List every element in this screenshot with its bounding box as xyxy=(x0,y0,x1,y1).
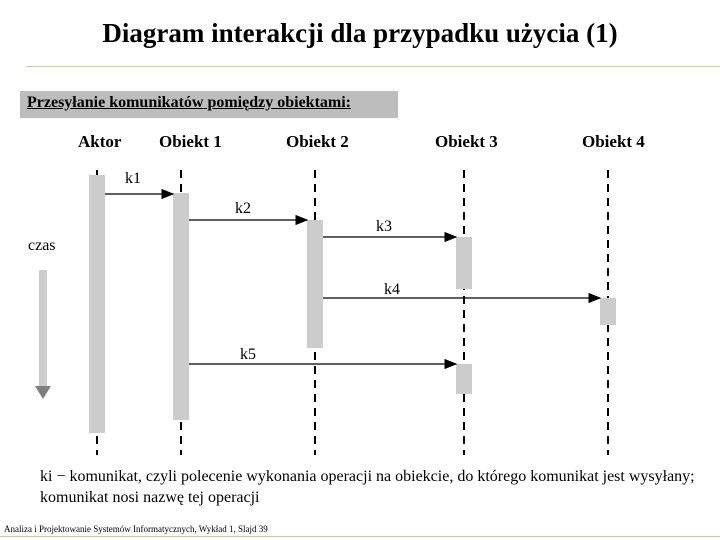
activation-obiekt-2 xyxy=(307,220,323,348)
object-label-obiekt-4: Obiekt 4 xyxy=(582,132,645,151)
activation-obiekt-4 xyxy=(600,298,616,325)
object-label-obiekt-3: Obiekt 3 xyxy=(435,132,498,151)
legend-text: ki − komunikat, czyli polecenie wykonania operacji na obiekcie, do którego komunikat jest wysyłany; komunikat nosi nazwę tej operacji xyxy=(40,468,695,506)
message-label-k2: k2 xyxy=(235,200,251,217)
activation-obiekt-3-a xyxy=(456,237,472,289)
message-label-k1: k1 xyxy=(125,170,141,187)
object-label-obiekt-2: Obiekt 2 xyxy=(286,132,349,151)
slide-footer: Analiza i Projektowanie Systemów Informatycznych, Wykład 1, Slajd 39 xyxy=(4,524,268,534)
activation-aktor xyxy=(89,175,105,433)
time-label: czas xyxy=(28,237,56,254)
subtitle: Przesyłanie komunikatów pomiędzy obiektami: xyxy=(27,94,351,111)
activation-obiekt-3-b xyxy=(456,364,472,394)
time-arrow-head xyxy=(35,386,51,399)
activation-obiekt-1 xyxy=(173,193,189,420)
footer-divider xyxy=(0,536,720,537)
object-label-aktor: Aktor xyxy=(78,132,122,151)
slide-title: Diagram interakcji dla przypadku użycia (1) xyxy=(102,18,618,48)
message-label-k3: k3 xyxy=(376,218,392,235)
object-label-obiekt-1: Obiekt 1 xyxy=(159,132,222,151)
time-arrow-shaft xyxy=(39,270,47,386)
message-label-k4: k4 xyxy=(384,281,400,298)
message-label-k5: k5 xyxy=(240,346,256,363)
